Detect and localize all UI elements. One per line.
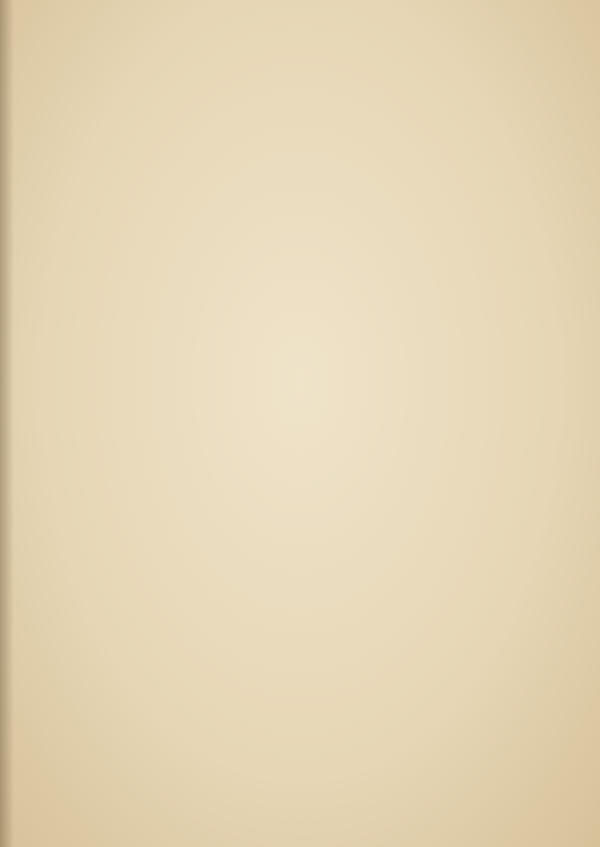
text-line [114, 134, 560, 158]
text-line [114, 62, 560, 86]
text-line [114, 38, 560, 62]
text-line [114, 158, 560, 182]
text-line [114, 110, 560, 134]
page-header [0, 2, 600, 32]
text-line [114, 86, 560, 110]
